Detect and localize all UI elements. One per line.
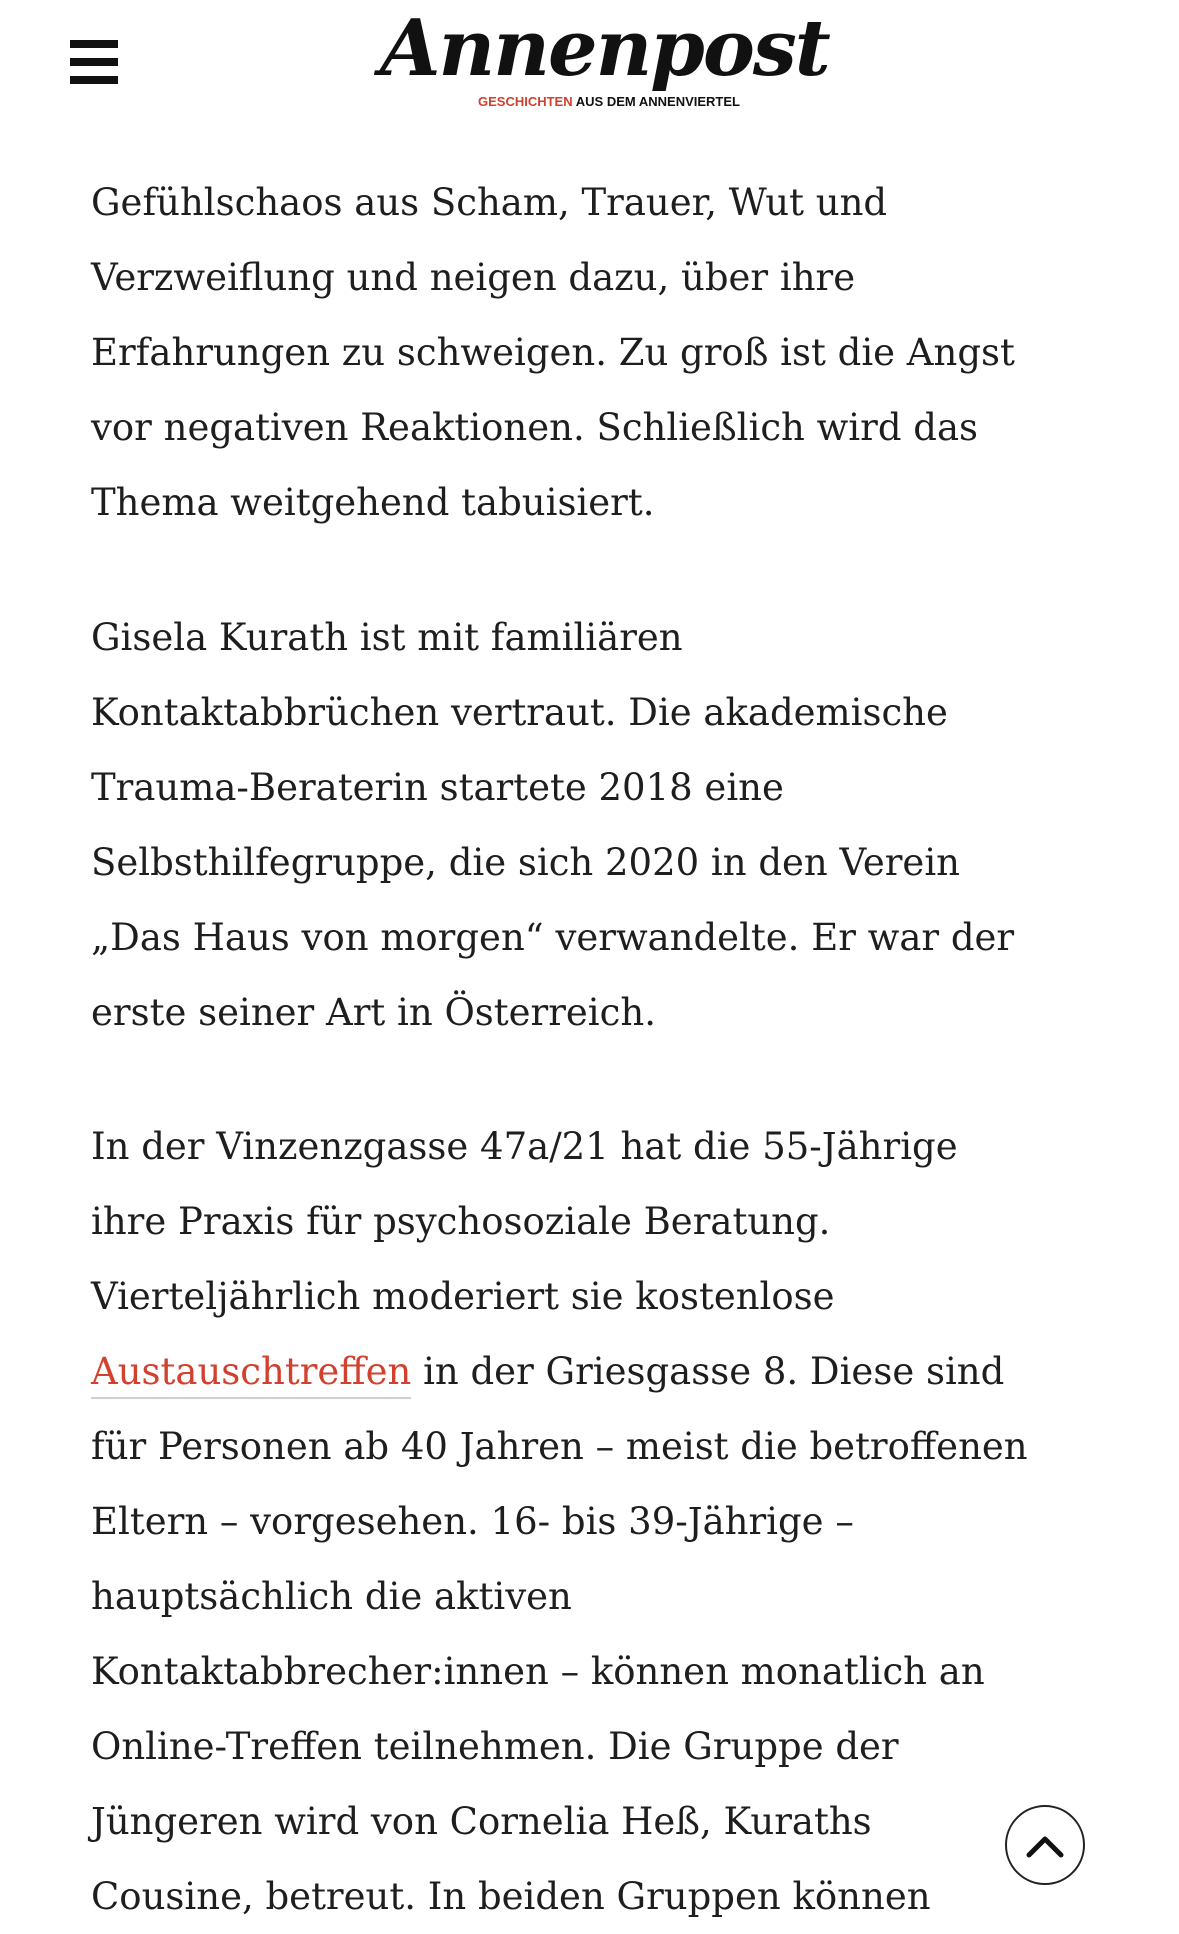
text-line: Online-Treffen teilnehmen. Die Gruppe der bbox=[91, 1725, 899, 1768]
austauschtreffen-link[interactable]: Austauschtreffen bbox=[91, 1350, 411, 1399]
logo-tagline-part2: AUS DEM bbox=[575, 94, 636, 109]
text-line: Gefühlschaos aus Scham, Trauer, Wut und bbox=[91, 181, 888, 224]
logo-tagline-part3: ANNENVIERTEL bbox=[638, 94, 740, 109]
text-line: Kontaktabbrecher:innen – können monatlich an bbox=[91, 1650, 985, 1693]
text-line: Cousine, betreut. In beiden Gruppen können bbox=[91, 1875, 931, 1918]
text-line: ihre Praxis für psychosoziale Beratung. bbox=[91, 1200, 831, 1243]
site-header bbox=[0, 0, 1179, 124]
paragraph-3 bbox=[91, 1109, 1091, 1934]
scroll-to-top-button[interactable] bbox=[1005, 1805, 1085, 1885]
chevron-up-icon bbox=[1025, 1829, 1065, 1861]
text-line: Eltern – vorgesehen. 16- bis 39-Jährige – bbox=[91, 1500, 854, 1543]
text-line: Kontaktabbrüchen vertraut. Die akademische bbox=[91, 691, 948, 734]
text-line: erste seiner Art in Österreich. bbox=[91, 991, 656, 1034]
text-line: vor negativen Reaktionen. Schließlich wird das bbox=[91, 406, 979, 449]
paragraph-2 bbox=[91, 600, 1091, 1050]
text-line: Erfahrungen zu schweigen. Zu groß ist die Angst bbox=[91, 331, 1015, 374]
text-line: Selbsthilfegruppe, die sich 2020 in den Verein bbox=[91, 841, 960, 884]
text-line: In der Vinzenzgasse 47a/21 hat die 55-Jährige bbox=[91, 1125, 958, 1168]
logo-tagline bbox=[478, 94, 740, 109]
text-line: Thema weitgehend tabuisiert. bbox=[91, 481, 655, 524]
text-line: Jüngeren wird von Cornelia Heß, Kuraths bbox=[91, 1800, 872, 1843]
text-line: hauptsächlich die aktiven bbox=[91, 1575, 572, 1618]
text-line: für Personen ab 40 Jahren – meist die betroffenen bbox=[91, 1425, 1028, 1468]
text-line: Gisela Kurath ist mit familiären bbox=[91, 616, 683, 659]
text-line: Vierteljährlich moderiert sie kostenlose bbox=[91, 1275, 835, 1318]
logo-tagline-part1: GESCHICHTEN bbox=[478, 94, 573, 109]
text-line: „Das Haus von morgen“ verwandelte. Er war der bbox=[91, 916, 1015, 959]
text-line: Trauma-Beraterin startete 2018 eine bbox=[91, 766, 784, 809]
text-line-with-link bbox=[91, 1334, 1091, 1409]
site-logo[interactable] bbox=[380, 3, 829, 120]
link-tail-text: in der Griesgasse 8. Diese sind bbox=[411, 1350, 1005, 1393]
hamburger-menu-icon[interactable] bbox=[70, 40, 120, 84]
logo-wordmark: Annenpost bbox=[380, 3, 829, 94]
paragraph-1 bbox=[91, 165, 1091, 540]
text-line: Verzweiflung und neigen dazu, über ihre bbox=[91, 256, 856, 299]
